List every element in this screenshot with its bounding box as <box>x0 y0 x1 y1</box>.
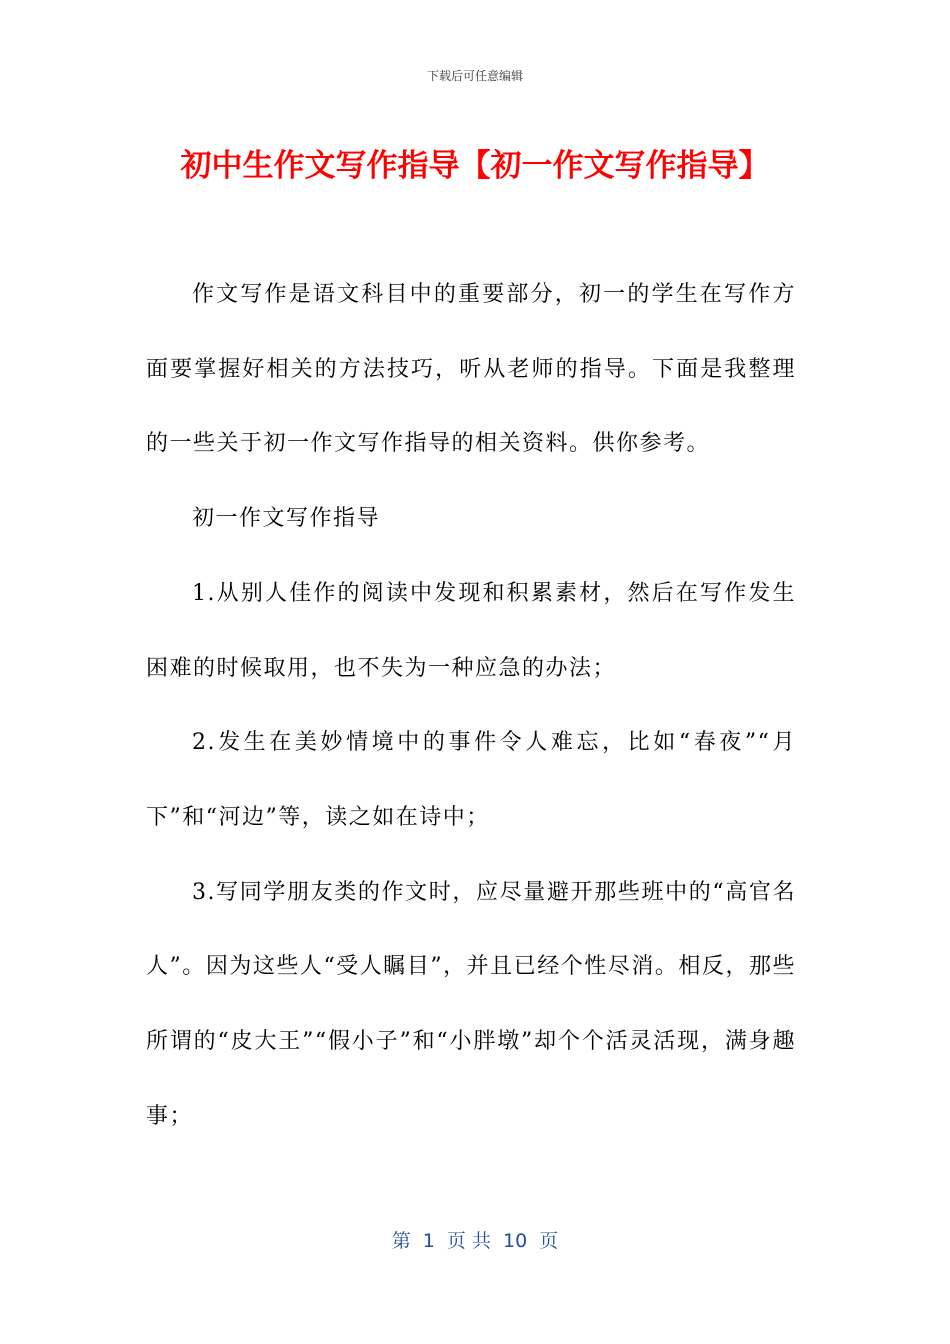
page-number: 第 1 页 共 10 页 <box>391 1230 559 1252</box>
paragraph-intro: 作文写作是语文科目中的重要部分，初一的学生在写作方面要掌握好相关的方法技巧，听从老师的指导。下面是我整理的一些关于初一作文写作指导的相关资料。供你参考。 <box>146 282 796 457</box>
list-item: 3.写同学朋友类的作文时，应尽量避开那些班中的“高官名人”。因为这些人“受人瞩目”，并且已经个性尽消。相反，那些所谓的“皮大王”“假小子”和“小胖墩”却个个活灵活现，满身趣事； <box>146 879 796 1129</box>
document-body <box>146 258 796 1154</box>
document-title: 初中生作文写作指导【初一作文写作指导】 <box>180 148 770 184</box>
section-heading: 初一作文写作指导 <box>192 506 381 532</box>
header-note: 下载后可任意编辑 <box>426 69 523 83</box>
list-item: 2.发生在美妙情境中的事件令人难忘，比如“春夜”“月下”和“河边”等，读之如在诗中； <box>146 730 796 830</box>
list-item: 1.从别人佳作的阅读中发现和积累素材，然后在写作发生困难的时候取用，也不失为一种应急的办法； <box>146 580 796 681</box>
